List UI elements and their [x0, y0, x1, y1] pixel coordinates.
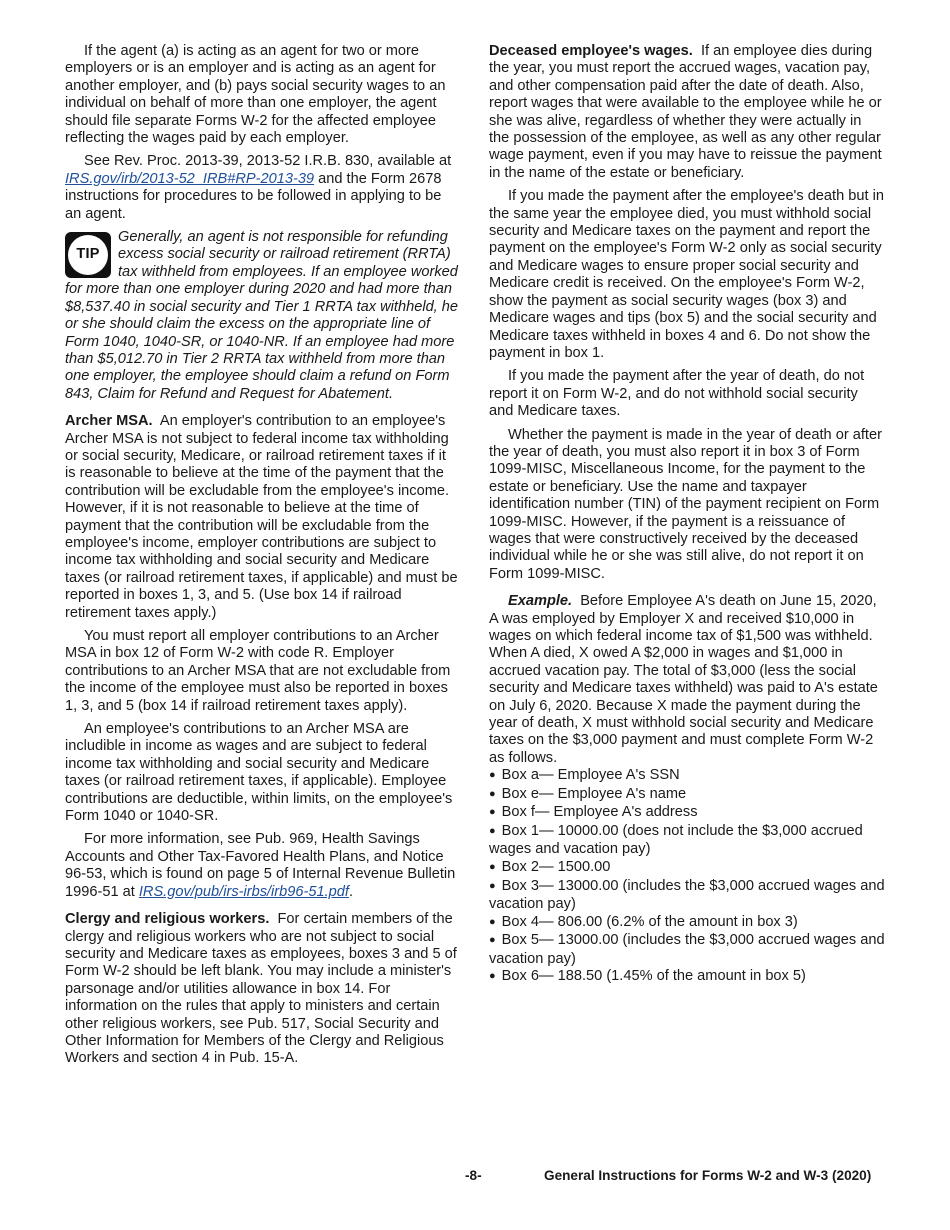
tip-text: Generally, an agent is not responsible for refunding excess social security or railroad retirement (RRTA) tax withheld from employees. If an employee worked for more than one employer during 2020 and had more than $8,537.40 in social security and Tier 1 RRTA tax withheld, he or she should claim the excess on the appropriate line of Form 1040, 1040-SR, or 1040-NR. If an employee had more than $5,012.70 in Tier 2 RRTA tax withheld from more than one employer, the employee should claim a refund on Form 843, Claim for Refund and Request for Abatement. — [65, 229, 459, 402]
rev-proc-text: See Rev. Proc. 2013-39, 2013-52 I.R.B. 830, available at — [84, 153, 452, 170]
same-year-paragraph: If you made the payment after the employee's death but in the same year the employee died, you must withhold social security and Medicare taxes on the payment and report the payment on the employee's Form W-2 only as social security and Medicare wages to ensure proper social security and Medicare credit is received. On the employee's Form W-2, show the payment as social security wages (box 3) and Medicare wages and tips (box 5) and the social security and Medicare taxes withheld in boxes 4 and 6. Do not show the payment in box 1. — [489, 188, 884, 361]
list-item — [489, 859, 885, 877]
list-item — [489, 932, 885, 968]
box-item-text: Box f— Employee A's address — [501, 804, 698, 821]
box-item-text: Box 1— 10000.00 (does not include the $3,000 accrued wages and vacation pay) — [489, 823, 863, 858]
irb-2013-52-link[interactable]: IRS.gov/irb/2013-52_IRB#RP-2013-39 — [65, 170, 315, 187]
archer-info-text-2: . — [348, 883, 353, 900]
bullet-icon: ● — [489, 861, 496, 874]
archer-info-text: For more information, see Pub. 969, Health Savings Accounts and Other Tax-Favored Health Plans, and Notice 96-53, which is found on page 5 of Internal Revenue Bulletin 1996-51 at — [65, 831, 456, 900]
box-item-text: Box 6— 188.50 (1.45% of the amount in box 5) — [501, 968, 806, 985]
list-item — [489, 878, 885, 914]
bullet-icon: ● — [489, 970, 496, 983]
example-text: Before Employee A's death on June 15, 2020, A was employed by Employer X and received $10,000 in wages on which federal income tax of $1,500 was withheld. When A died, X owed A $2,000 in wages and $1,000 in accrued vacation pay. The total of $3,000 (less the social security and Medicare taxes withheld) was paid to A's estate on July 6, 2020. Because X made the payment during the year of death, X must withhold social security and Medicare taxes on the $3,000 payment and must complete Form W-2 as follows. — [489, 593, 878, 766]
bullet-icon: ● — [489, 806, 496, 819]
archer-msa-paragraph — [65, 413, 460, 622]
right-column — [489, 43, 885, 987]
box-item-text: Box 4— 806.00 (6.2% of the amount in box 3) — [501, 913, 798, 930]
deceased-paragraph — [489, 43, 885, 182]
bullet-icon: ● — [489, 769, 496, 782]
clergy-text: For certain members of the clergy and religious workers who are not subject to social security and Medicare taxes as employees, boxes 3 and 5 of Form W-2 should be left blank. You may include a minister's parsonage and/or utilities allowance in box 14. For information on the rules that apply to ministers and certain other religious workers, see Pub. 517, Social Security and Other Information for Members of the Clergy and Religious Workers and section 4 in Pub. 15-A. — [65, 911, 457, 1067]
bullet-icon: ● — [489, 934, 496, 947]
tip-label: TIP — [68, 235, 108, 275]
form-1099-paragraph: Whether the payment is made in the year of death or after the year of death, you must also report it in box 3 of Form 1099-MISC, Miscellaneous Income, for the payment to the estate or beneficiary. Use the name and taxpayer identification number (TIN) of the payment recipient on Form 1099-MISC. However, if the payment is a reissuance of wages that were constructively received by the deceased individual while he or she was still alive, do not report it on Form 1099-MISC. — [489, 426, 882, 582]
box-list — [489, 767, 885, 986]
footer-title: General Instructions for Forms W-2 and W-3 (2020) — [544, 1168, 872, 1183]
agent-paragraph: If the agent (a) is acting as an agent for two or more employers or is an employer and is acting as an agent for another employer, and (b) pays social security wages to an individual on behalf of more than one employer, the agent should file separate Forms W-2 for the affected employee reflecting the wages paid by each employer. — [65, 43, 446, 147]
tip-icon — [65, 232, 111, 278]
irb96-51-link[interactable]: IRS.gov/pub/irs-irbs/irb96-51.pdf — [138, 883, 349, 900]
bullet-icon: ● — [489, 879, 496, 892]
box-item-text: Box 5— 13000.00 (includes the $3,000 accrued wages and vacation pay) — [489, 932, 885, 967]
list-item — [489, 823, 885, 859]
archer-msa-heading: Archer MSA. — [65, 413, 153, 430]
page-number: -8- — [465, 1168, 482, 1183]
clergy-heading: Clergy and religious workers. — [65, 911, 270, 928]
tip-note — [65, 229, 460, 403]
list-item — [489, 786, 885, 804]
example-paragraph — [489, 593, 885, 767]
list-item — [489, 968, 885, 986]
bullet-icon: ● — [489, 915, 496, 928]
deceased-text: If an employee dies during the year, you must report the accrued wages, vacation pay, and other compensation paid after the date of death. Also, report wages that were available to the employee while he or she was alive, regardless of whether they were actually in the possession of the employee, as well as any other regular wage payment, even if you may have to reissue the payment in the name of the estate or beneficiary. — [489, 43, 882, 181]
rev-proc-text-2: and the Form 2678 instructions for procedures to be followed in applying to be an agent. — [65, 170, 442, 222]
archer-msa-text: An employer's contribution to an employee's Archer MSA is not subject to federal income tax withholding or social security, Medicare, or railroad retirement taxes if it is reasonable to believe at the time of the payment that the contribution will be excludable from the employee's income. However, if it is not reasonable to believe at the time of payment that the contribution will be excludable from the employee's income, employer contributions are subject to income tax withholding and social security and Medicare taxes (or railroad retirement taxes, if applicable) and must be reported in boxes 1, 3, and 5. (Use box 14 if railroad retirement taxes apply.) — [65, 413, 458, 621]
archer-employer-paragraph: You must report all employer contributions to an Archer MSA in box 12 of Form W-2 with code R. Employer contributions to an Archer MSA that are not excludable from the income of the employee must also be reported in boxes 1, 3, and 5 (box 14 if railroad retirement taxes apply). — [65, 628, 451, 714]
box-item-text: Box 3— 13000.00 (includes the $3,000 accrued wages and vacation pay) — [489, 877, 885, 913]
box-item-text: Box a— Employee A's SSN — [501, 767, 680, 784]
after-year-paragraph: If you made the payment after the year of death, do not report it on Form W-2, and do not withhold social security and Medicare taxes. — [489, 368, 865, 420]
box-item-text: Box e— Employee A's name — [501, 785, 687, 802]
list-item — [489, 914, 885, 932]
list-item — [489, 804, 885, 822]
archer-info-paragraph — [65, 831, 460, 901]
bullet-icon: ● — [489, 787, 496, 800]
example-label: Example. — [508, 593, 573, 610]
box-item-text: Box 2— 1500.00 — [501, 859, 611, 876]
bullet-icon: ● — [489, 825, 496, 838]
deceased-heading: Deceased employee's wages. — [489, 43, 693, 59]
left-column — [65, 43, 460, 1074]
archer-employee-paragraph: An employee's contributions to an Archer MSA are includible in income as wages and are subject to federal income tax withholding and social security and Medicare taxes (or railroad retirement taxes, if applicable). Employee contributions are deductible, within limits, on the employee's Form 1040 or 1040-SR. — [65, 721, 453, 825]
clergy-paragraph — [65, 911, 460, 1068]
list-item — [489, 767, 885, 785]
rev-proc-paragraph — [65, 153, 460, 223]
